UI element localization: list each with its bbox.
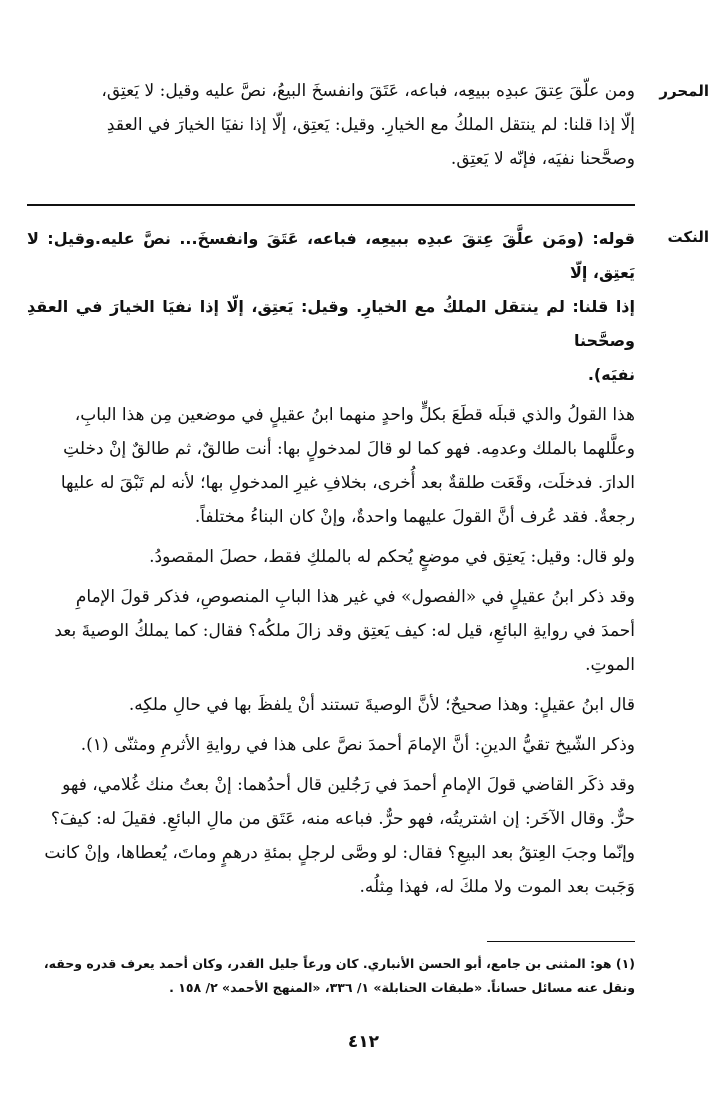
commentary-line: وإنّما وجبَ العِتقُ بعد البيعِ؟ فقال: لو وصَّى لرجلٍ بمئةِ درهمٍ وماتَ، يُعطاها، وإنْ كانت	[44, 843, 635, 863]
quote-line: نفيَه).	[587, 365, 635, 384]
nukat-quote	[27, 222, 635, 392]
margin-label-nukat: النكت	[667, 228, 709, 246]
footnote-line: (١) هو: المثنى بن جامع، أبو الحسن الأنباري. كان ورعاً جليل القدر، وكان أحمد يعرف قدره وحقه،	[43, 956, 635, 971]
commentary-paragraph	[27, 580, 635, 682]
commentary-line: هذا القولُ والذي قبلَه قطَعَ بكلٍّ واحدٍ منهما ابنُ عقيلٍ في موضعين مِن هذا البابِ،	[74, 405, 635, 425]
quote-line: إذا قلنا: لم ينتقل الملكُ مع الخيارِ. وقيل: يَعتِق، إلّا إذا نفيَا الخيارَ في العقدِ وصحَّحنا	[27, 297, 635, 350]
nukat-text-block	[27, 222, 635, 904]
commentary-paragraph	[27, 768, 635, 904]
commentary-line: قال ابنُ عقيلٍ: وهذا صحيحٌ؛ لأنَّ الوصيةَ تستند أنْ يلفظَ بها في حالِ ملكِه.	[128, 695, 635, 715]
commentary-paragraph	[27, 540, 635, 574]
commentary-paragraph	[27, 688, 635, 722]
footnote	[27, 952, 635, 1000]
commentary-line: رجعةٌ. فقد عُرف أنَّ القولَ عليهما واحدةٌ، وإنْ كان البناءُ مختلفاً.	[194, 507, 635, 527]
commentary-line: وعلَّلهما بالملك وعدمِه. فهو كما لو قالَ لمدخولٍ بها: أنت طالقٌ، ثم طالقٌ إنْ دخلتِ	[63, 439, 635, 459]
commentary-line: ولو قال: وقيل: يَعتِق في موضعٍ يُحكم له بالملكِ فقط، حصلَ المقصودُ.	[149, 547, 635, 567]
muharrar-text-block	[27, 74, 635, 176]
muharrar-line: وصحَّحنا نفيَه، فإنّه لا يَعتِق.	[450, 149, 635, 169]
commentary-line: الموتِ.	[585, 655, 635, 675]
section-divider	[27, 204, 635, 206]
commentary-line: أحمدَ في روايةِ البائعِ، قيل له: كيف يَعتِق وقد زالَ ملكُه؟ فقال: كما يملكُ الوصيةَ بعد	[54, 621, 635, 641]
footnote-divider	[487, 941, 635, 942]
commentary-line: الدارَ. فدخلَت، وقَعَت طلقةٌ بعد أُخرى، بخلافِ غيرِ المدخولِ بها؛ لأنه لم تَبْقَ له عليها	[60, 473, 635, 493]
commentary-line: وَجَبت بعد الموت ولا ملكَ له، فهذا مِثلُه.	[359, 877, 635, 897]
commentary-line: وذكر الشّيخ تقيُّ الدينِ: أنَّ الإمامَ أحمدَ نصَّ على هذا في روايةِ الأثرمِ ومثنّى (١).	[80, 735, 635, 755]
muharrar-line: ومن علّقَ عِتقَ عبدِه ببيعِه، فباعه، عَتَقَ وانفسخَ البيعُ، نصَّ عليه وقيل: لا يَعتِق،	[101, 81, 635, 101]
commentary-paragraph	[27, 728, 635, 762]
page-number: ٤١٢	[347, 1032, 380, 1052]
footnote-line: ونقل عنه مسائل حساناً. «طبقات الحنابلة» ١/ ٣٣٦، «المنهج الأحمد» ٢/ ١٥٨ .	[169, 980, 635, 995]
commentary-line: حرٌّ. وقال الآخَر: إن اشتريتُه، فهو حرٌّ. فباعه منه، عَتَق من مالِ البائعِ. فقيلَ له: كيفَ؟	[50, 809, 635, 829]
commentary-line: وقد ذكَر القاضي قولَ الإمامِ أحمدَ في رَجُلين قال أحدُهما: إنْ بعتُ منك غُلامي، فهو	[62, 775, 635, 795]
commentary-paragraph	[27, 398, 635, 534]
commentary-line: وقد ذكر ابنُ عقيلٍ في «الفصول» في غير هذا البابِ المنصوصِ، فذكر قولَ الإمامِ	[75, 587, 635, 607]
quote-line: قوله: (ومَن علَّقَ عِتقَ عبدِه ببيعِه، فباعه، عَتَقَ وانفسخَ... نصَّ عليه.وقيل: لا يَعتِق، إلّا	[27, 229, 635, 282]
muharrar-line: إلّا إذا قلنا: لم ينتقل الملكُ مع الخيارِ. وقيل: يَعتِق، إلّا إذا نفيَا الخيارَ في العقدِ	[106, 115, 635, 135]
margin-label-muharrar: المحرر	[659, 82, 709, 100]
